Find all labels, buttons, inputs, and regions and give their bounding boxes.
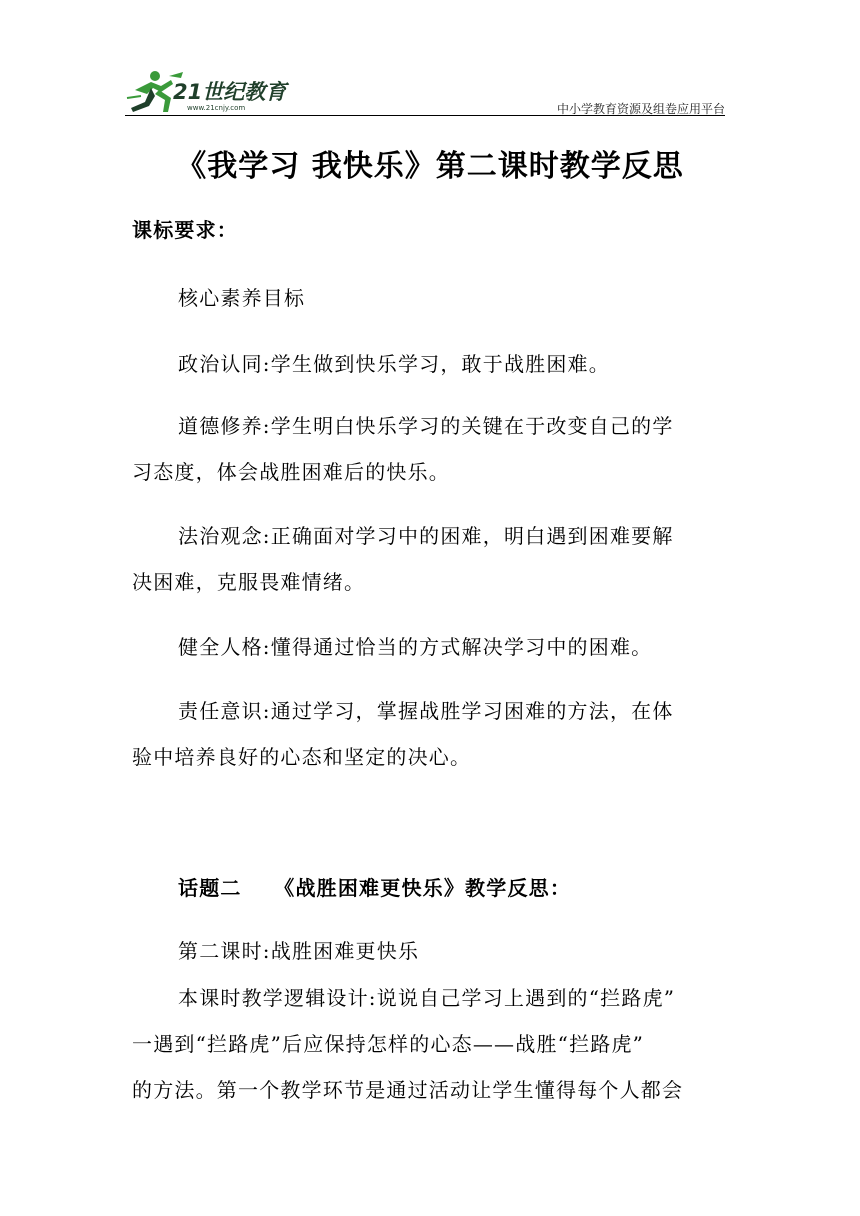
platform-name: 中小学教育资源及组卷应用平台: [556, 102, 725, 116]
21cnjy-logo: [125, 68, 295, 114]
design-line-1: 本课时教学逻辑设计:说说自己学习上遇到的“拦路虎”: [178, 986, 676, 1010]
moral-cultivation-line-1: 道德修养:学生明白快乐学习的关键在于改变自己的学: [178, 414, 674, 438]
topic-heading: 话题二 《战胜困难更快乐》教学反思：: [178, 876, 572, 900]
lesson-title: 第二课时:战胜困难更快乐: [178, 939, 420, 963]
design-line-3: 的方法。第一个教学环节是通过活动让学生懂得每个人都会: [132, 1078, 684, 1102]
page-title: 《我学习 我快乐》第二课时教学反思: [176, 149, 684, 184]
page-header: [125, 62, 725, 118]
political-identity: 政治认同:学生做到快乐学习，敢于战胜困难。: [178, 352, 610, 376]
responsibility-line-1: 责任意识:通过学习，掌握战胜学习困难的方法，在体: [178, 699, 674, 723]
design-line-2: 一遇到“拦路虎”后应保持怎样的心态——战胜“拦路虎”: [132, 1032, 645, 1056]
header-rule: [125, 115, 725, 116]
logo-text: 21世纪教育: [173, 80, 287, 104]
core-literacy-title: 核心素养目标: [178, 286, 306, 310]
sound-personality: 健全人格:懂得通过恰当的方式解决学习中的困难。: [178, 635, 653, 659]
moral-cultivation-line-2: 习态度，体会战胜困难后的快乐。: [132, 460, 450, 484]
section-heading: 课标要求：: [132, 218, 238, 242]
logo-url: www.21cnjy.com: [187, 104, 246, 112]
responsibility-line-2: 验中培养良好的心态和坚定的决心。: [132, 745, 472, 769]
rule-of-law-line-2: 决困难，克服畏难情绪。: [132, 570, 366, 594]
rule-of-law-line-1: 法治观念:正确面对学习中的困难，明白遇到困难要解: [178, 524, 674, 548]
